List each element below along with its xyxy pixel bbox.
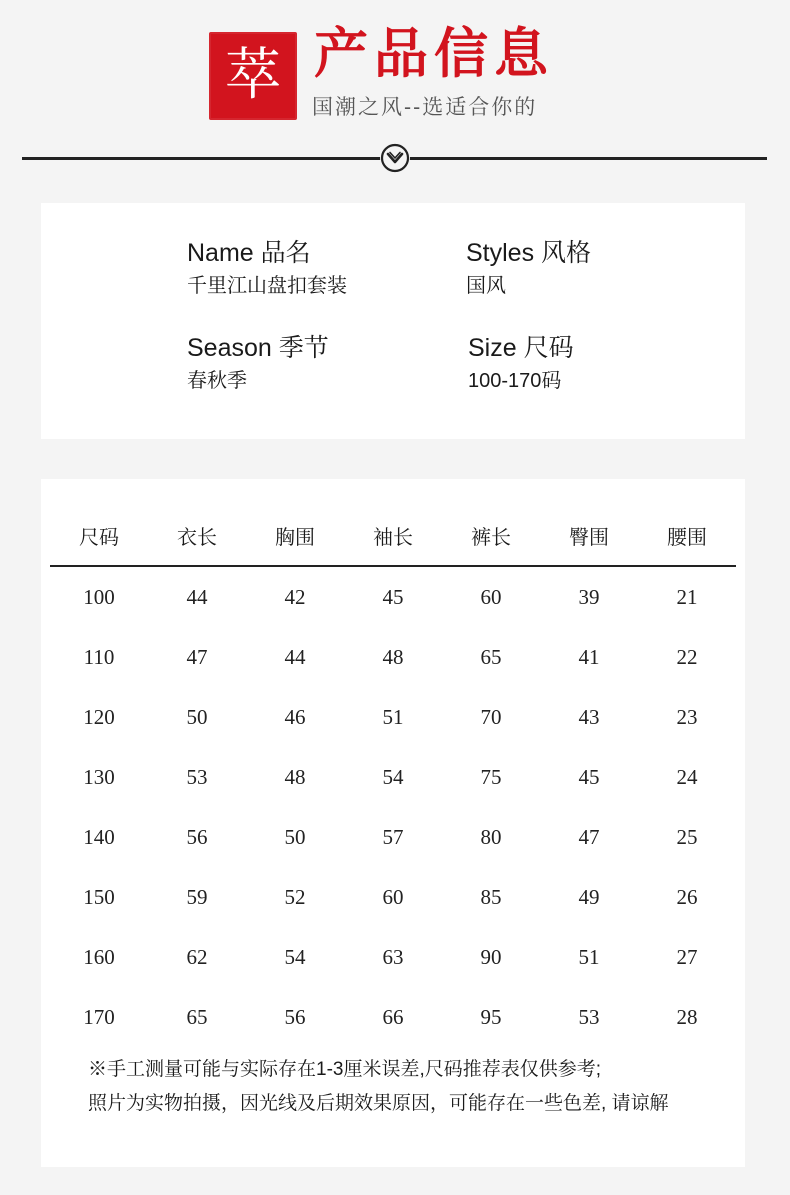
table-row xyxy=(50,687,736,747)
size-notes xyxy=(88,1053,738,1121)
page-subtitle: 国潮之风--选适合你的 xyxy=(312,95,538,119)
table-cell: 170 xyxy=(83,1005,115,1029)
table-cell: 56 xyxy=(284,1005,306,1029)
table-cell: 25 xyxy=(676,825,698,849)
info-size xyxy=(468,332,574,396)
info-styles-value: 国风 xyxy=(466,275,506,297)
table-body xyxy=(50,567,736,1047)
info-styles-label: Styles 风格 xyxy=(466,239,592,267)
table-cell: 65 xyxy=(480,645,502,669)
table-cell: 49 xyxy=(578,885,600,909)
table-cell: 52 xyxy=(284,885,306,909)
table-cell: 140 xyxy=(83,825,115,849)
table-cell: 62 xyxy=(186,945,208,969)
table-cell: 51 xyxy=(578,945,600,969)
table-cell: 47 xyxy=(186,645,208,669)
table-cell: 41 xyxy=(578,645,600,669)
table-cell: 50 xyxy=(284,825,306,849)
table-cell: 44 xyxy=(186,585,208,609)
table-cell: 24 xyxy=(676,765,698,789)
table-cell: 110 xyxy=(83,645,115,669)
column-header: 衣长 xyxy=(177,525,217,549)
table-cell: 63 xyxy=(382,945,404,969)
column-header: 袖长 xyxy=(373,525,413,549)
info-size-value: 100-170码 xyxy=(468,370,562,392)
table-cell: 45 xyxy=(382,585,404,609)
table-cell: 90 xyxy=(480,945,502,969)
note-measurement-disclaimer: ※手工测量可能与实际存在1-3厘米误差,尺码推荐表仅供参考; xyxy=(88,1059,602,1080)
table-cell: 39 xyxy=(578,585,600,609)
table-row xyxy=(50,927,736,987)
table-cell: 27 xyxy=(676,945,698,969)
table-cell: 26 xyxy=(676,885,698,909)
note-color-disclaimer: 照片为实物拍摄，因光线及后期效果原因，可能存在一些色差, 请谅解 xyxy=(88,1093,669,1114)
column-header: 尺码 xyxy=(79,525,119,549)
table-cell: 66 xyxy=(382,1005,404,1029)
table-cell: 44 xyxy=(284,645,306,669)
table-cell: 21 xyxy=(676,585,698,609)
product-info-card xyxy=(41,203,745,439)
table-row xyxy=(50,747,736,807)
table-cell: 53 xyxy=(578,1005,600,1029)
info-season-value: 春秋季 xyxy=(187,370,247,392)
table-cell: 23 xyxy=(676,705,698,729)
table-cell: 54 xyxy=(284,945,306,969)
table-cell: 60 xyxy=(382,885,404,909)
info-name xyxy=(187,237,347,301)
table-cell: 57 xyxy=(382,825,404,849)
table-cell: 65 xyxy=(186,1005,208,1029)
table-cell: 80 xyxy=(480,825,502,849)
table-cell: 75 xyxy=(480,765,502,789)
table-row xyxy=(50,867,736,927)
table-header-row xyxy=(50,519,736,555)
table-cell: 46 xyxy=(284,705,306,729)
table-cell: 28 xyxy=(676,1005,698,1029)
table-cell: 48 xyxy=(382,645,404,669)
table-cell: 60 xyxy=(480,585,502,609)
info-season xyxy=(187,332,329,396)
table-cell: 47 xyxy=(578,825,600,849)
table-cell: 42 xyxy=(284,585,306,609)
table-cell: 48 xyxy=(284,765,306,789)
info-size-label: Size 尺码 xyxy=(468,334,574,362)
table-cell: 45 xyxy=(578,765,600,789)
table-cell: 53 xyxy=(186,765,208,789)
column-header: 胸围 xyxy=(275,525,315,549)
table-cell: 50 xyxy=(186,705,208,729)
page-header xyxy=(0,0,790,190)
table-row xyxy=(50,807,736,867)
column-header: 裤长 xyxy=(471,525,511,549)
table-cell: 70 xyxy=(480,705,502,729)
chevron-down-circle-icon xyxy=(380,143,410,173)
table-cell: 95 xyxy=(480,1005,502,1029)
table-cell: 56 xyxy=(186,825,208,849)
table-cell: 130 xyxy=(83,765,115,789)
info-season-label: Season 季节 xyxy=(187,334,329,362)
table-cell: 43 xyxy=(578,705,600,729)
info-name-label: Name 品名 xyxy=(187,239,311,267)
table-cell: 160 xyxy=(83,945,115,969)
column-header: 臀围 xyxy=(569,525,609,549)
table-cell: 150 xyxy=(83,885,115,909)
table-row xyxy=(50,627,736,687)
table-cell: 51 xyxy=(382,705,404,729)
table-cell: 54 xyxy=(382,765,404,789)
info-name-value: 千里江山盘扣套装 xyxy=(187,275,347,297)
column-header: 腰围 xyxy=(667,525,707,549)
info-styles xyxy=(466,237,591,301)
table-cell: 85 xyxy=(480,885,502,909)
table-cell: 120 xyxy=(83,705,115,729)
brand-seal-logo: 萃 xyxy=(209,32,297,120)
table-cell: 59 xyxy=(186,885,208,909)
table-row xyxy=(50,987,736,1047)
page-title: 产品信息 xyxy=(314,21,554,85)
size-chart-card xyxy=(41,479,745,1167)
table-cell: 100 xyxy=(83,585,115,609)
table-cell: 22 xyxy=(676,645,698,669)
table-row xyxy=(50,567,736,627)
